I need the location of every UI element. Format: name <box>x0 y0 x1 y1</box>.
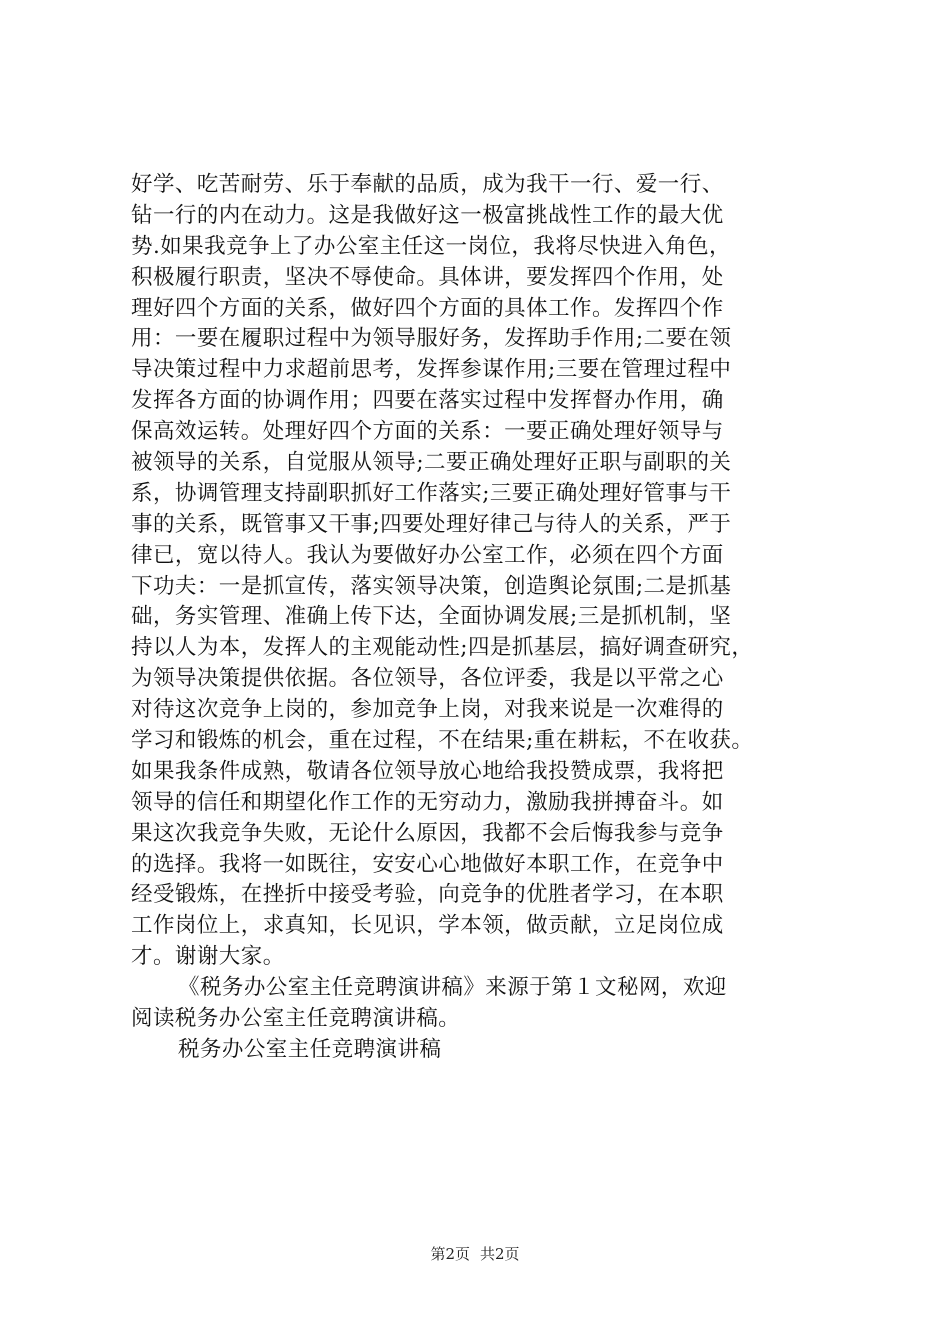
body-line: 好学、吃苦耐劳、乐于奉献的品质，成为我干一行、爱一行、 <box>131 172 724 197</box>
body-line: 如果我条件成熟，敬请各位领导放心地给我投赞成票，我将把 <box>131 758 724 784</box>
body-line: 钻一行的内在动力。这是我做好这一极富挑战性工作的最大优 <box>131 202 724 228</box>
body-line: 用：一要在履职过程中为领导服好务，发挥助手作用;二要在领 <box>131 326 732 352</box>
body-line: 理好四个方面的关系，做好四个方面的具体工作。发挥四个作 <box>131 295 724 321</box>
page-number: 第2页 <box>430 1245 470 1263</box>
body-line: 事的关系，既管事又干事;四要处理好律己与待人的关系，严于 <box>131 511 732 537</box>
body-line: 的选择。我将一如既往，安安心心地做好本职工作，在竞争中 <box>131 851 724 877</box>
body-line: 导决策过程中力求超前思考，发挥参谋作用;三要在管理过程中 <box>131 357 732 383</box>
page-total: 共2页 <box>480 1245 520 1263</box>
body-line: 果这次我竞争失败，无论什么原因，我都不会后悔我参与竞争 <box>131 820 724 846</box>
body-line: 对待这次竞争上岗的，参加竞争上岗，对我来说是一次难得的 <box>131 697 724 723</box>
body-line: 为领导决策提供依据。各位领导，各位评委，我是以平常之心 <box>131 666 724 692</box>
body-line: 经受锻炼，在挫折中接受考验，向竞争的优胜者学习，在本职 <box>131 882 724 908</box>
body-line: 学习和锻炼的机会，重在过程，不在结果;重在耕耘，不在收获。 <box>131 728 754 754</box>
body-line: 被领导的关系，自觉服从领导;二要正确处理好正职与副职的关 <box>131 450 732 476</box>
body-line: 工作岗位上，求真知，长见识，学本领，做贡献，立足岗位成 <box>131 913 724 939</box>
body-line: 才。谢谢大家。 <box>131 944 285 970</box>
body-line: 下功夫：一是抓宣传，落实领导决策，创造舆论氛围;二是抓基 <box>131 573 732 599</box>
body-line: 持以人为本，发挥人的主观能动性;四是抓基层，搞好调查研究， <box>131 635 754 661</box>
body-line: 势.如果我竞争上了办公室主任这一岗位，我将尽快进入角色， <box>131 233 731 259</box>
body-line: 础，务实管理、准确上传下达，全面协调发展;三是抓机制，坚 <box>131 604 732 630</box>
body-line: 律已，宽以待人。我认为要做好办公室工作，必须在四个方面 <box>131 542 724 568</box>
document-body <box>131 170 851 1066</box>
body-line: 积极履行职责，坚决不辱使命。具体讲，要发挥四个作用，处 <box>131 264 724 290</box>
source-note-line: 《税务办公室主任竞聘演讲稿》来源于第１文秘网，欢迎 <box>178 975 727 1001</box>
body-line: 系，协调管理支持副职抓好工作落实;三要正确处理好管事与干 <box>131 480 732 506</box>
page-footer <box>0 1244 950 1264</box>
body-line: 保高效运转。处理好四个方面的关系：一要正确处理好领导与 <box>131 419 724 445</box>
closing-title: 税务办公室主任竞聘演讲稿 <box>178 1036 442 1062</box>
body-line: 领导的信任和期望化作工作的无穷动力，激励我拼搏奋斗。如 <box>131 789 724 815</box>
body-line: 发挥各方面的协调作用；四要在落实过程中发挥督办作用，确 <box>131 388 724 414</box>
source-note-line: 阅读税务办公室主任竞聘演讲稿。 <box>131 1006 461 1032</box>
